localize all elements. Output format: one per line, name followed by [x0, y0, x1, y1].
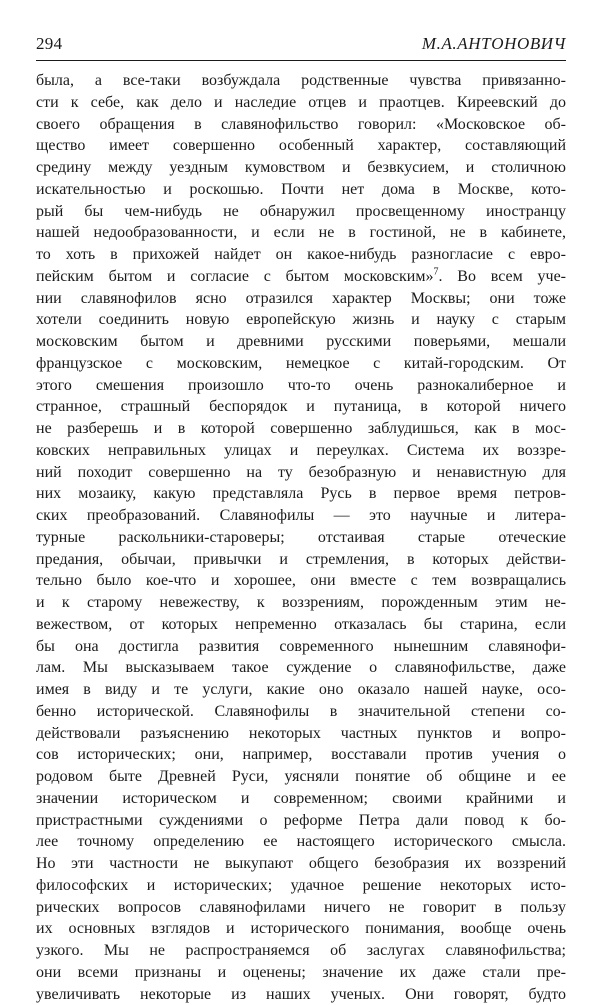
text-line: них мозаику, какую представляла Русь в первое время петров- — [36, 483, 566, 505]
text-line: и к старому невежеству, к воззрениям, порожденным этим не- — [36, 592, 566, 614]
text-line-with-footnote — [36, 266, 566, 288]
text-line: рических вопросов славянофилами ничего не говорит в пользу — [36, 897, 566, 919]
text-line: французское с московским, немецкое с китай-городским. От — [36, 353, 566, 375]
text-line: этого смешения произошло что-то очень разнокалиберное и — [36, 375, 566, 397]
text-line: щество имеет совершенно особенный характер, составляющий — [36, 135, 566, 157]
text-line: средину между уездным кумовством и безвкусием, и столичною — [36, 157, 566, 179]
text-line: странное, страшный беспорядок и путаница, в которой ничего — [36, 396, 566, 418]
text-line: они всеми признаны и оценены; значение их даже стали пре- — [36, 962, 566, 984]
quote-end-text: пейским бытом и согласие с бытом московским» — [36, 268, 434, 285]
text-line: предания, обычаи, привычки и стремления, в которых действи- — [36, 549, 566, 571]
text-line: сов исторических; они, например, восставали против учения о — [36, 744, 566, 766]
running-head-author: М.А.АНТОНОВИЧ — [422, 34, 566, 54]
text-line: действовали разъяснению некоторых частных пунктов и вопро- — [36, 723, 566, 745]
page-number: 294 — [36, 34, 62, 54]
text-line: была, а все-таки возбуждала родственные чувства привязанно- — [36, 70, 566, 92]
text-line: родовом быте Древней Руси, уясняли понятие об общине и ее — [36, 766, 566, 788]
text-line: их основных взглядов и исторического понимания, вообще очень — [36, 918, 566, 940]
text-line: узкого. Мы не распространяемся об заслугах славянофильства; — [36, 940, 566, 962]
text-line: турные раскольники-староверы; отстаивая старые отеческие — [36, 527, 566, 549]
body-text — [36, 70, 566, 1005]
running-header — [36, 34, 566, 61]
text-line: тельно было кое-что и хорошее, они вместе с тем возвращались — [36, 570, 566, 592]
text-line: бы она достигла развития современного нынешним славянофи- — [36, 636, 566, 658]
text-line: пристрастными суждениями о реформе Петра дали повод к бо- — [36, 810, 566, 832]
text-line: значении историческом и современном; своими крайними и — [36, 788, 566, 810]
text-line: Но эти частности не выкупают общего безобразия их воззрений — [36, 853, 566, 875]
text-line: увеличивать некоторые из наших ученых. Они говорят, будто — [36, 984, 566, 1005]
text-line: то хоть в прихожей найдет он какое-нибудь разногласие с евро- — [36, 244, 566, 266]
text-line: хотели соединить новую европейскую жизнь и науку с старым — [36, 309, 566, 331]
text-line: своего обращения в славянофильство говорил: «Московское об- — [36, 114, 566, 136]
text-line: бенно исторической. Славянофилы в значительной степени со- — [36, 701, 566, 723]
text-line: вежеством, от которых непременно отказалась бы старина, если — [36, 614, 566, 636]
line-continuation: . Во всем уче- — [439, 268, 567, 285]
text-line: не разберешь и в которой совершенно заблудишься, как в мос- — [36, 418, 566, 440]
text-line: московским бытом и древними русскими поверьями, мешали — [36, 331, 566, 353]
text-line: рый бы чем-нибудь не обнаружил просвещенному иностранцу — [36, 201, 566, 223]
text-line: ний походит совершенно на ту безобразную и ненавистную для — [36, 462, 566, 484]
text-line: ковских неправильных улицах и переулках. Система их воззре- — [36, 440, 566, 462]
text-line: ских преобразований. Славянофилы — это научные и литера- — [36, 505, 566, 527]
text-line: философских и исторических; удачное решение некоторых исто- — [36, 875, 566, 897]
text-line: лам. Мы высказываем такое суждение о славянофильстве, даже — [36, 657, 566, 679]
footnote-ref: 7 — [434, 266, 439, 277]
text-line: лее точному определению ее настоящего исторического смысла. — [36, 831, 566, 853]
text-line: искательностью и роскошью. Почти нет дома в Москве, кото- — [36, 179, 566, 201]
text-line: нашей недообразованности, и если не в гостиной, не в кабинете, — [36, 222, 566, 244]
text-line: имея в виду и те услуги, какие оно оказало нашей науке, осо- — [36, 679, 566, 701]
text-line: нии славянофилов ясно отразился характер Москвы; они тоже — [36, 288, 566, 310]
text-line: сти к себе, как дело и наследие отцев и праотцев. Киреевский до — [36, 92, 566, 114]
book-page — [36, 34, 566, 1005]
